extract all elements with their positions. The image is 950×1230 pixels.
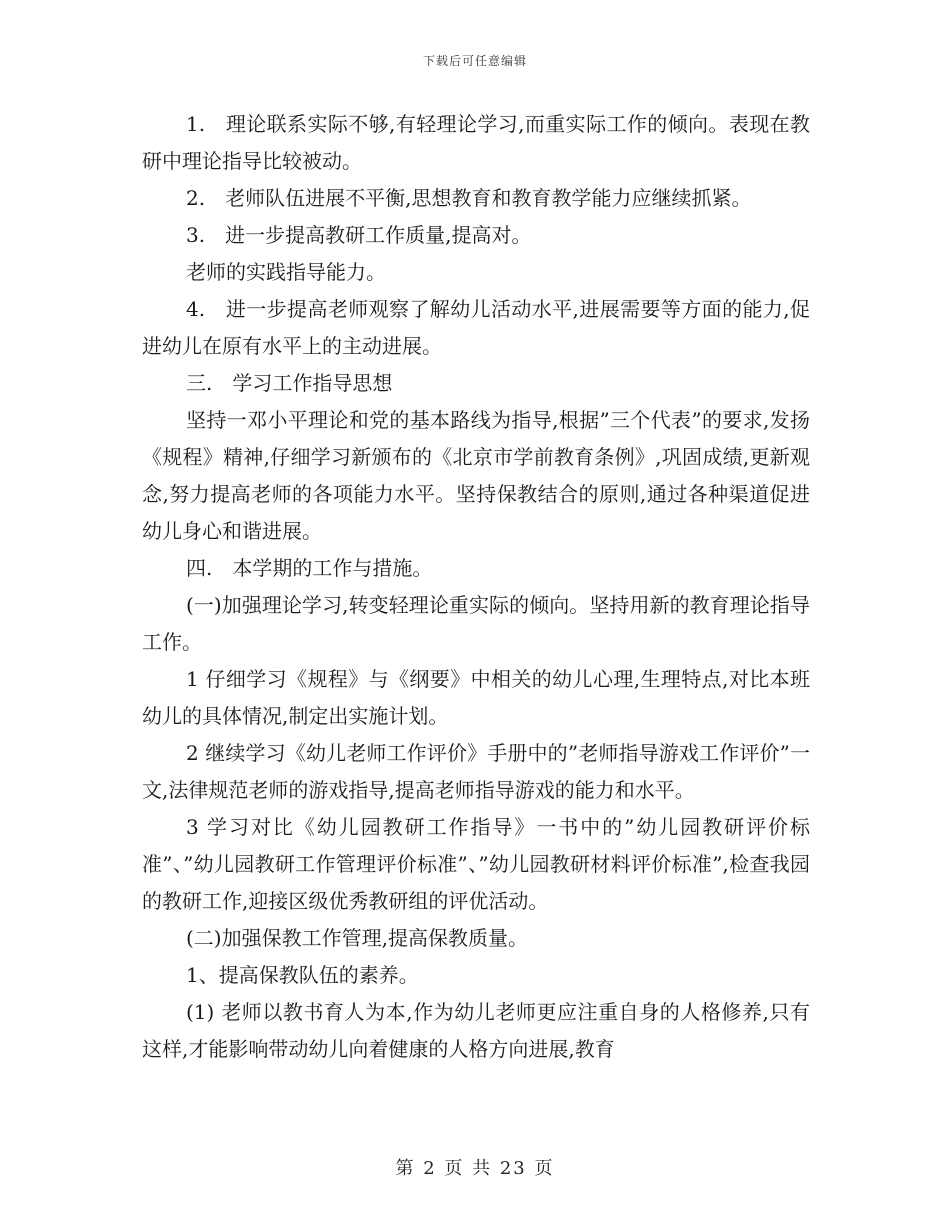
list-item-quality: 1、提高保教队伍的素养。	[186, 963, 419, 987]
paragraph-1: 1. 理论联系实际不够,有轻理论学习,而重实际工作的倾向。表现在教研中理论指导比较被动。	[142, 112, 810, 173]
list-item-2: 2 继续学习《幼儿老师工作评价》手册中的”老师指导游戏工作评价”一文,法律规范老师的游戏指导,提高老师指导游戏的能力和水平。	[142, 741, 810, 802]
section-heading-3: 三. 学习工作指导思想	[186, 371, 393, 395]
page-number-footer: 第 2 页 共 23 页	[395, 1158, 555, 1179]
list-item-3: 3 学习对比《幼儿园教研工作指导》一书中的”幼儿园教研评价标准”、”幼儿园教研工作管理评价标准”、”幼儿园教研材料评价标准”,检查我园的教研工作,迎接区级优秀教研组的评优活动。	[142, 815, 810, 913]
page-header: 下载后可任意编辑	[422, 54, 527, 68]
subsection-heading-1: (一)加强理论学习,转变轻理论重实际的倾向。坚持用新的教育理论指导工作。	[142, 593, 810, 654]
paragraph-5: 4. 进一步提高老师观察了解幼儿活动水平,进展需要等方面的能力,促进幼儿在原有水平上的主动进展。	[142, 297, 810, 358]
document-body	[142, 106, 810, 1068]
section-heading-4: 四. 本学期的工作与措施。	[186, 556, 433, 580]
paragraph-2: 2. 老师队伍进展不平衡,思想教育和教育教学能力应继续抓紧。	[186, 186, 752, 210]
paragraph-guiding-ideas: 坚持一邓小平理论和党的基本路线为指导,根据”三个代表”的要求,发扬《规程》精神,仔细学习新颁布的《北京市学前教育条例》,巩固成绩,更新观念,努力提高老师的各项能力水平。坚持保教结合的原则,通过各种渠道促进幼儿身心和谐进展。	[142, 408, 810, 543]
paragraph-3: 3. 进一步提高教研工作质量,提高对。	[186, 223, 532, 247]
list-item-1: 1 仔细学习《规程》与《纲要》中相关的幼儿心理,生理特点,对比本班幼儿的具体情况,制定出实施计划。	[142, 667, 810, 728]
subsection-heading-2: (二)加强保教工作管理,提高保教质量。	[186, 926, 528, 950]
list-item-teacher: (1) 老师以教书育人为本,作为幼儿老师更应注重自身的人格修养,只有这样,才能影响带动幼儿向着健康的人格方向进展,教育	[142, 1000, 810, 1061]
paragraph-4: 老师的实践指导能力。	[186, 260, 386, 284]
